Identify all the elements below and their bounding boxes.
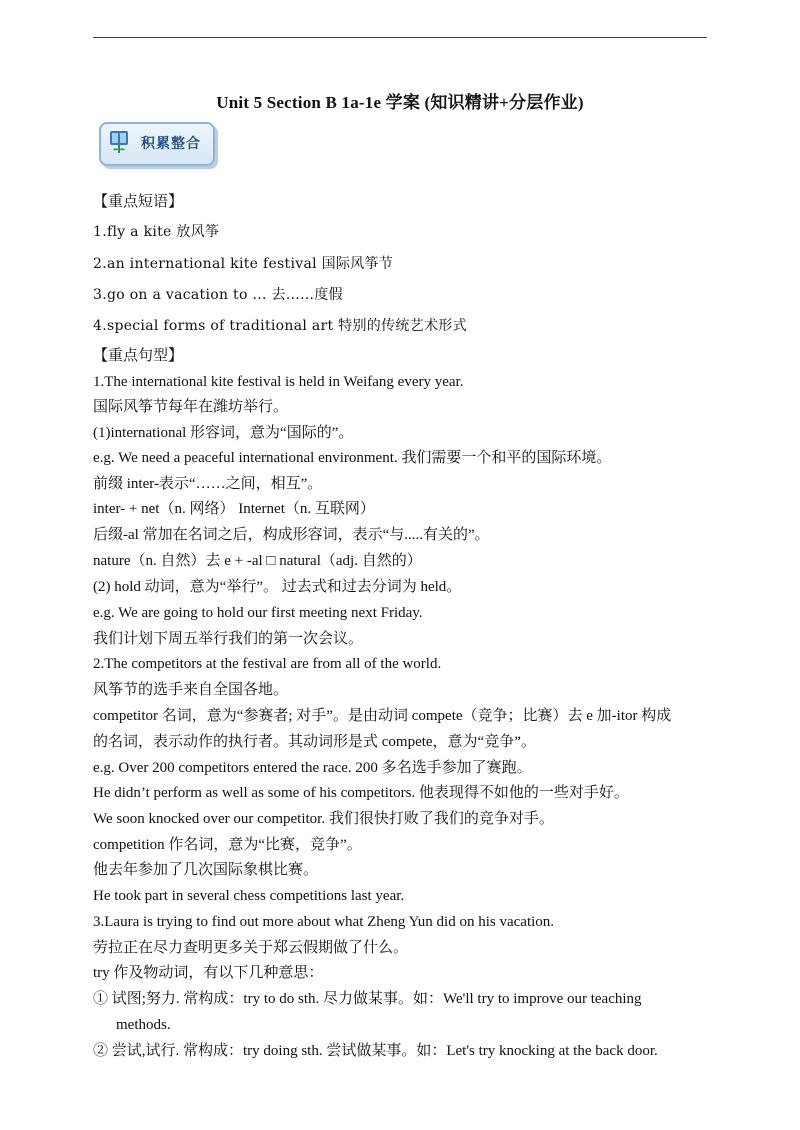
- usage-item-1: ① 试图;努力. 常构成：try to do sth. 尽力做某事。如：We'll try to improve our teaching: [93, 991, 642, 1007]
- text-line: 我们计划下周五举行我们的第一次会议。: [93, 631, 364, 647]
- text-line: 的名词，表示动作的执行者。其动词形是式 compete，意为“竞争”。: [93, 734, 536, 750]
- header-rule: [93, 37, 707, 38]
- text-line: 后缀-al 常加在名词之后，构成形容词，表示“与.....有关的”。: [93, 527, 490, 543]
- phrase-item: 1.fly a kite 放风筝: [93, 224, 220, 240]
- section-badge: [99, 122, 217, 166]
- text-line: competitor 名词，意为“参赛者; 对手”。是由动词 compete（竞争；比赛）去 e 加-itor 构成: [93, 708, 672, 724]
- sentences-heading: 【重点句型】: [93, 348, 184, 364]
- phrase-item: 3.go on a vacation to ... 去……度假: [93, 287, 343, 303]
- text-line: (2) hold 动词，意为“举行”。 过去式和过去分词为 held。: [93, 579, 462, 595]
- text-line: 3.Laura is trying to find out more about what Zheng Yun did on his vacation.: [93, 914, 555, 930]
- phrase-item: 2.an international kite festival 国际风筝节: [93, 256, 394, 272]
- text-line: 劳拉正在尽力查明更多关于郑云假期做了什么。: [93, 940, 409, 956]
- text-line: 1.The international kite festival is held in Weifang every year.: [93, 374, 464, 390]
- page-title: Unit 5 Section B 1a-1e 学案 (知识精讲+分层作业): [216, 93, 584, 112]
- text-line: We soon knocked over our competitor. 我们很快打败了我们的竞争对手。: [93, 811, 554, 827]
- text-line: (1)international 形容词，意为“国际的”。: [93, 425, 354, 441]
- usage-item-1-continued: methods.: [116, 1017, 171, 1033]
- text-line: nature（n. 自然）去 e + -al □ natural（adj. 自然的）: [93, 553, 422, 569]
- phrases-heading: 【重点短语】: [93, 194, 184, 210]
- text-line: e.g. We need a peaceful international environment. 我们需要一个和平的国际环境。: [93, 450, 612, 466]
- usage-item-2: ② 尝试,试行. 常构成：try doing sth. 尝试做某事。如：Let's try knocking at the back door.: [93, 1043, 658, 1059]
- text-line: e.g. We are going to hold our first meeting next Friday.: [93, 605, 423, 621]
- text-line: He took part in several chess competitions last year.: [93, 888, 405, 904]
- text-line: inter- + net（n. 网络） Internet（n. 互联网）: [93, 501, 375, 517]
- badge-label: 积累整合: [141, 136, 201, 152]
- book-plant-icon: [108, 129, 130, 155]
- text-line: 他去年参加了几次国际象棋比赛。: [93, 862, 319, 878]
- phrase-item: 4.special forms of traditional art 特别的传统艺术形式: [93, 318, 467, 334]
- text-line: 风筝节的选手来自全国各地。: [93, 682, 289, 698]
- text-line: 2.The competitors at the festival are from all of the world.: [93, 656, 442, 672]
- text-line: He didn’t perform as well as some of his competitors. 他表现得不如他的一些对手好。: [93, 785, 629, 801]
- text-line: competition 作名词，意为“比赛，竞争”。: [93, 837, 362, 853]
- text-line: 前缀 inter-表示“……之间，相互”。: [93, 476, 323, 492]
- text-line: 国际风筝节每年在潍坊举行。: [93, 399, 289, 415]
- text-line: try 作及物动词，有以下几种意思：: [93, 965, 324, 981]
- text-line: e.g. Over 200 competitors entered the race. 200 多名选手参加了赛跑。: [93, 760, 532, 776]
